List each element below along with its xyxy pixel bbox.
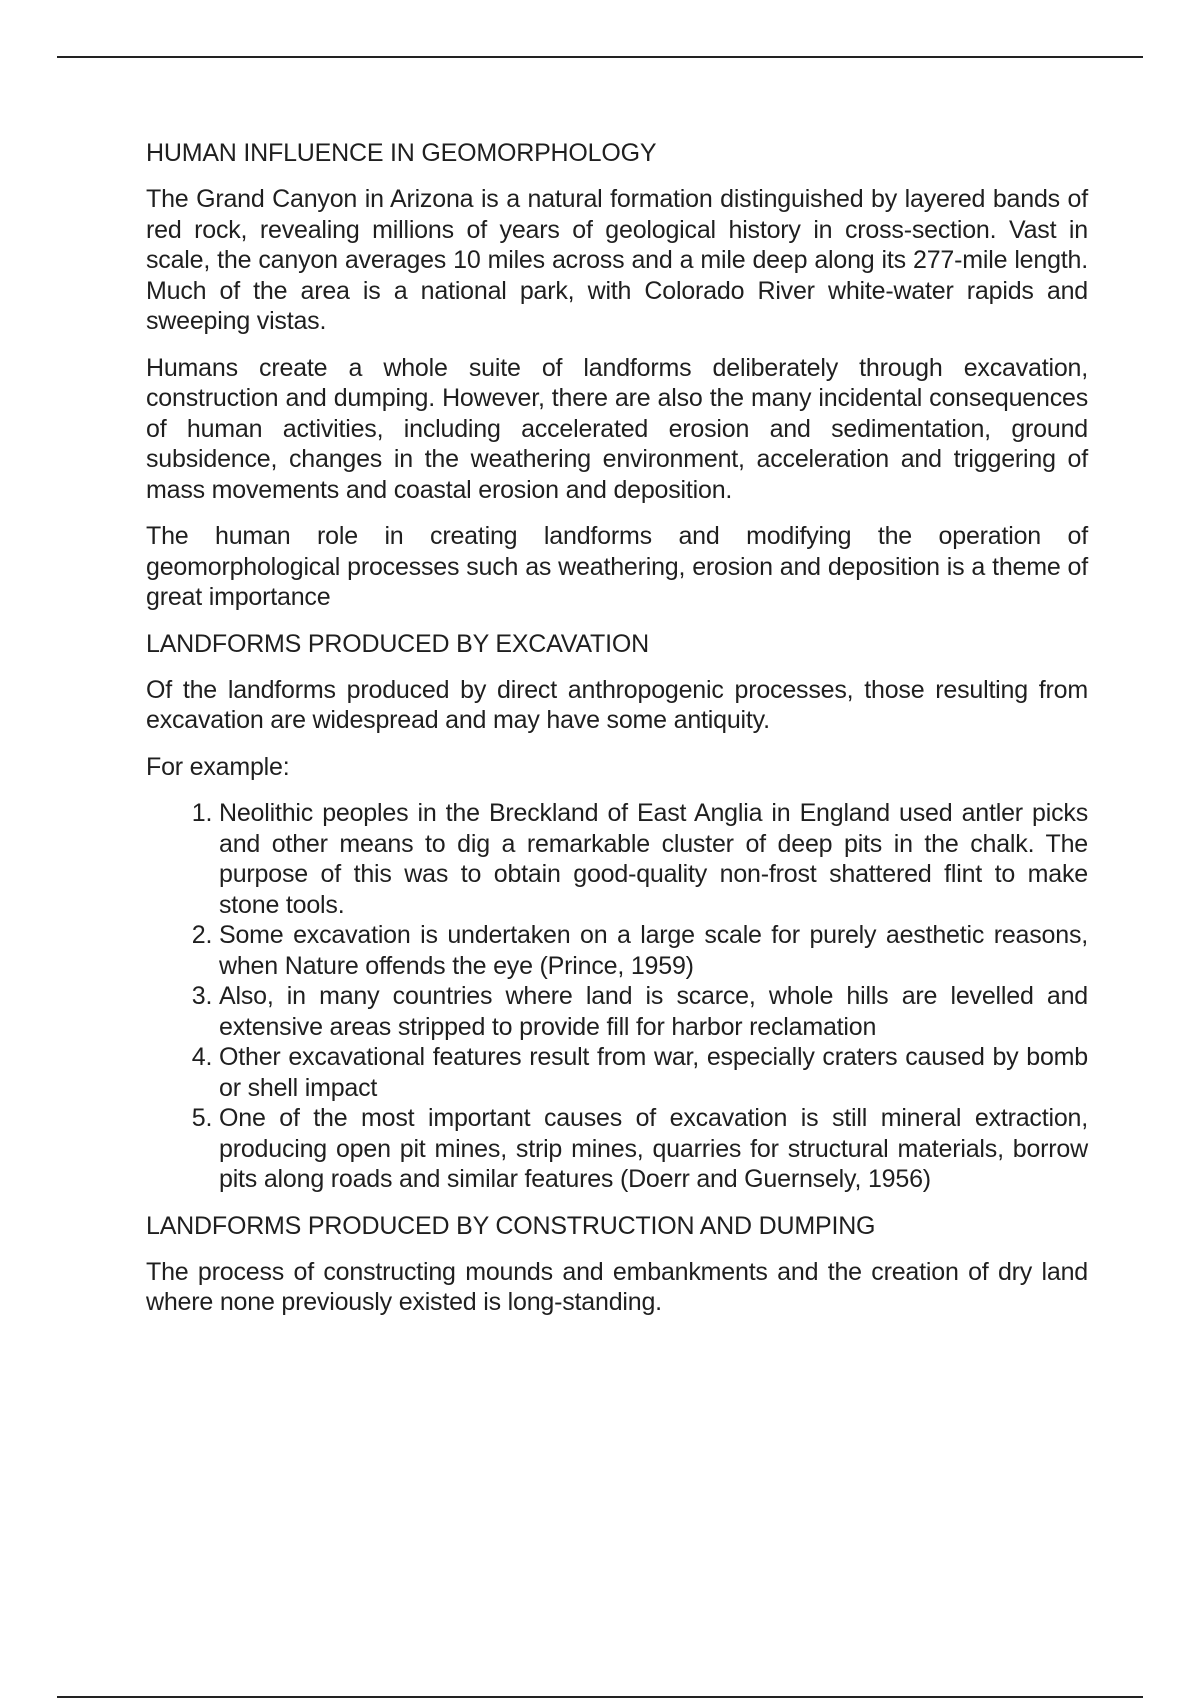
section-heading-excavation: LANDFORMS PRODUCED BY EXCAVATION (146, 629, 649, 658)
header-rule (57, 56, 1143, 58)
paragraph-grand-canyon: The Grand Canyon in Arizona is a natural formation distinguished by layered bands of red rock, revealing millions of years of geological history in cross-section. Vast in scale, the canyon averages 10 miles across and a mile deep along its 277-mile length. Much of the area is a national park, with Colorado River white-water rapids and sweeping vistas. (146, 185, 1088, 335)
section-heading-human-influence: HUMAN INFLUENCE IN GEOMORPHOLOGY (146, 139, 657, 167)
list-item: 2. Some excavation is undertaken on a large scale for purely aesthetic reasons, when Nature offends the eye (Prince, 1959) (219, 920, 1088, 981)
section-heading-construction-dumping: LANDFORMS PRODUCED BY CONSTRUCTION AND DUMPING (146, 1211, 876, 1240)
document-body (146, 138, 1088, 1334)
paragraph-human-role: The human role in creating landforms and modifying the operation of geomorphological processes such as weathering, erosion and deposition is a theme of great importance (146, 522, 1088, 611)
paragraph-humans-create: Humans create a whole suite of landforms deliberately through excavation, construction and dumping. However, there are also the many incidental consequences of human activities, including accelerated erosion and sedimentation, ground subsidence, changes in the weathering environment, acceleration and triggering of mass movements and coastal erosion and deposition. (146, 353, 1088, 504)
paragraph-construction: The process of constructing mounds and embankments and the creation of dry land where none previously existed is long-standing. (146, 1257, 1088, 1316)
list-item: 3. Also, in many countries where land is scarce, whole hills are levelled and extensive areas stripped to provide fill for harbor reclamation (219, 981, 1088, 1042)
list-item: 1. Neolithic peoples in the Breckland of East Anglia in England used antler picks and other means to dig a remarkable cluster of deep pits in the chalk. The purpose of this was to obtain good-quality non-frost shattered flint to make stone tools. (219, 798, 1088, 920)
paragraph-for-example: For example: (146, 752, 290, 781)
paragraph-excavation-intro: Of the landforms produced by direct anthropogenic processes, those resulting from excavation are widespread and may have some antiquity. (146, 675, 1088, 734)
list-item: 5. One of the most important causes of excavation is still mineral extraction, producing open pit mines, strip mines, quarries for structural materials, borrow pits along roads and similar features (Doerr and Guernsely, 1956) (219, 1103, 1088, 1195)
list-item: 4. Other excavational features result from war, especially craters caused by bomb or shell impact (219, 1042, 1088, 1103)
excavation-examples-list (146, 798, 1088, 1195)
footer-rule (57, 1696, 1143, 1698)
